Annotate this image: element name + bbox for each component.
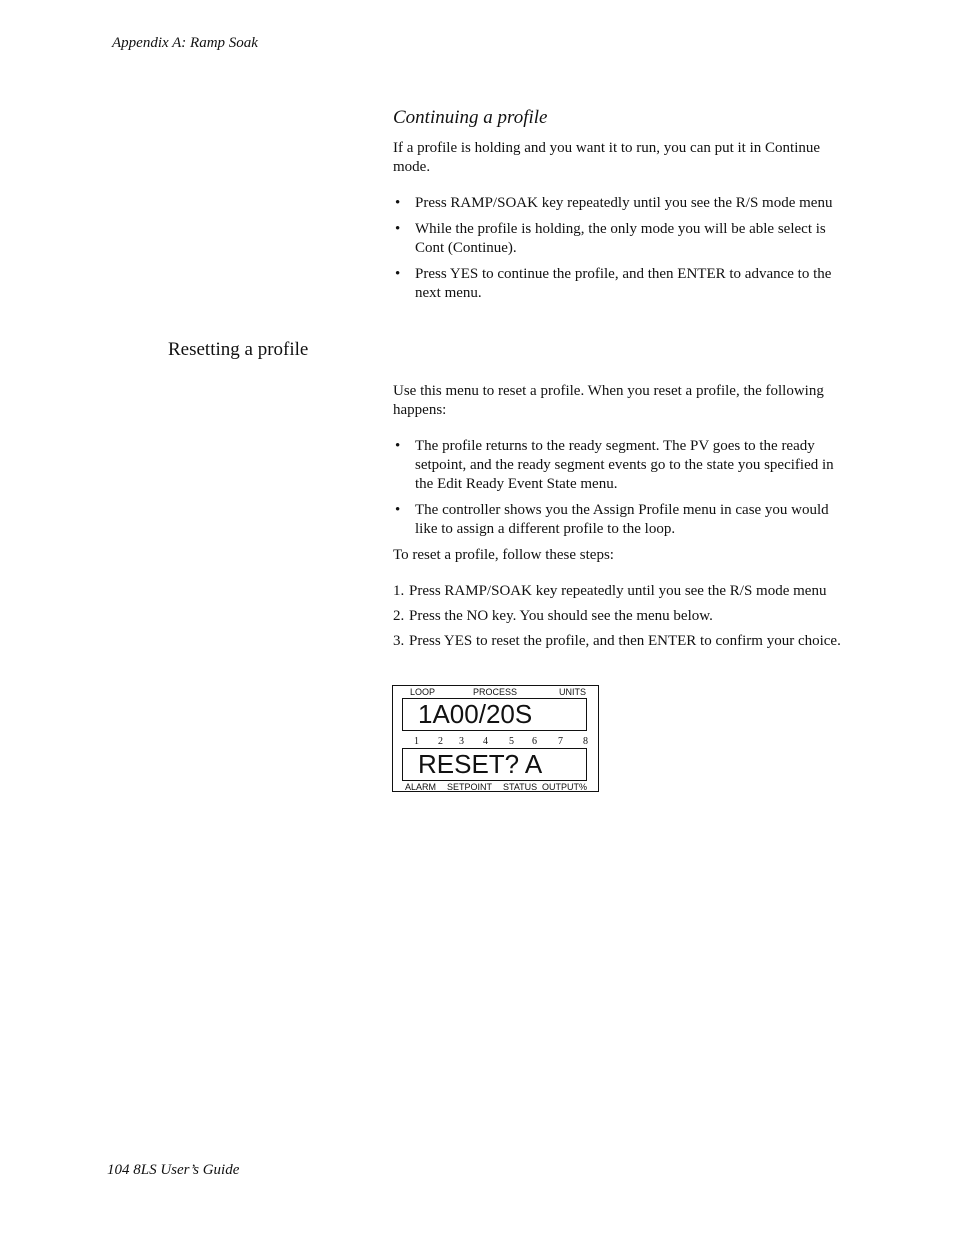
display-digit: 2	[438, 736, 443, 747]
display-line-2: RESET? A	[402, 748, 587, 781]
list-item	[393, 437, 845, 494]
display-label-loop: LOOP	[410, 687, 436, 697]
continuing-bullets	[393, 194, 845, 303]
continuing-section	[393, 139, 845, 310]
step-number: 2.	[393, 608, 405, 624]
bullet-icon: •	[395, 221, 401, 237]
list-item	[393, 265, 845, 303]
bullet-text: The controller shows you the Assign Profile menu in case you would like to assign a different profile to the loop.	[415, 502, 829, 537]
list-item	[393, 501, 845, 539]
list-item	[393, 220, 845, 258]
display-digit: 4	[483, 736, 488, 747]
resetting-intro: Use this menu to reset a profile. When you reset a profile, the following happens:	[393, 383, 824, 418]
bullet-text: The profile returns to the ready segment. The PV goes to the ready setpoint, and the ready segment events go to the state you specified in the Edit Ready Event State menu.	[415, 438, 834, 492]
steps-intro: To reset a profile, follow these steps:	[393, 547, 614, 563]
display-line-1: 1A00/20S	[402, 698, 587, 731]
step-number: 1.	[393, 583, 405, 599]
display-label-alarm: ALARM	[405, 782, 437, 792]
section-title-resetting: Resetting a profile	[168, 339, 309, 360]
step-text: Press RAMP/SOAK key repeatedly until you see the R/S mode menu	[409, 583, 827, 599]
display-digit: 6	[532, 736, 537, 747]
bullet-text: While the profile is holding, the only mode you will be able select is Cont (Continue).	[415, 221, 826, 256]
list-item	[393, 607, 845, 626]
step-text: Press YES to reset the profile, and then ENTER to confirm your choice.	[409, 633, 841, 649]
display-digit: 8	[583, 736, 588, 747]
running-head: Appendix A: Ramp Soak	[112, 35, 258, 51]
reset-steps	[393, 582, 845, 651]
continuing-intro: If a profile is holding and you want it to run, you can put it in Continue mode.	[393, 140, 821, 175]
list-item	[393, 632, 845, 651]
display-label-setpoint: SETPOINT	[447, 782, 493, 792]
display-digit: 7	[558, 736, 563, 747]
display-label-process: PROCESS	[473, 687, 518, 697]
display-digit: 3	[459, 736, 464, 747]
bullet-icon: •	[395, 502, 401, 518]
bullet-icon: •	[395, 266, 401, 282]
display-digit: 5	[509, 736, 514, 747]
display-label-output: OUTPUT%	[542, 782, 587, 792]
section-title-continuing: Continuing a profile	[393, 107, 548, 128]
display-label-units: UNITS	[559, 687, 586, 697]
display-digit: 1	[414, 736, 419, 747]
display-label-status: STATUS	[503, 782, 538, 792]
list-item	[393, 582, 845, 601]
controller-display	[392, 685, 599, 792]
page-footer: 104 8LS User’s Guide	[107, 1162, 240, 1178]
bullet-text: Press RAMP/SOAK key repeatedly until you see the R/S mode menu	[415, 195, 833, 211]
step-number: 3.	[393, 633, 405, 649]
step-text: Press the NO key. You should see the menu below.	[409, 608, 713, 624]
resetting-section	[393, 382, 845, 657]
resetting-bullets	[393, 437, 845, 539]
bullet-icon: •	[395, 438, 401, 454]
bullet-text: Press YES to continue the profile, and then ENTER to advance to the next menu.	[415, 266, 832, 301]
bullet-icon: •	[395, 195, 401, 211]
list-item	[393, 194, 845, 213]
